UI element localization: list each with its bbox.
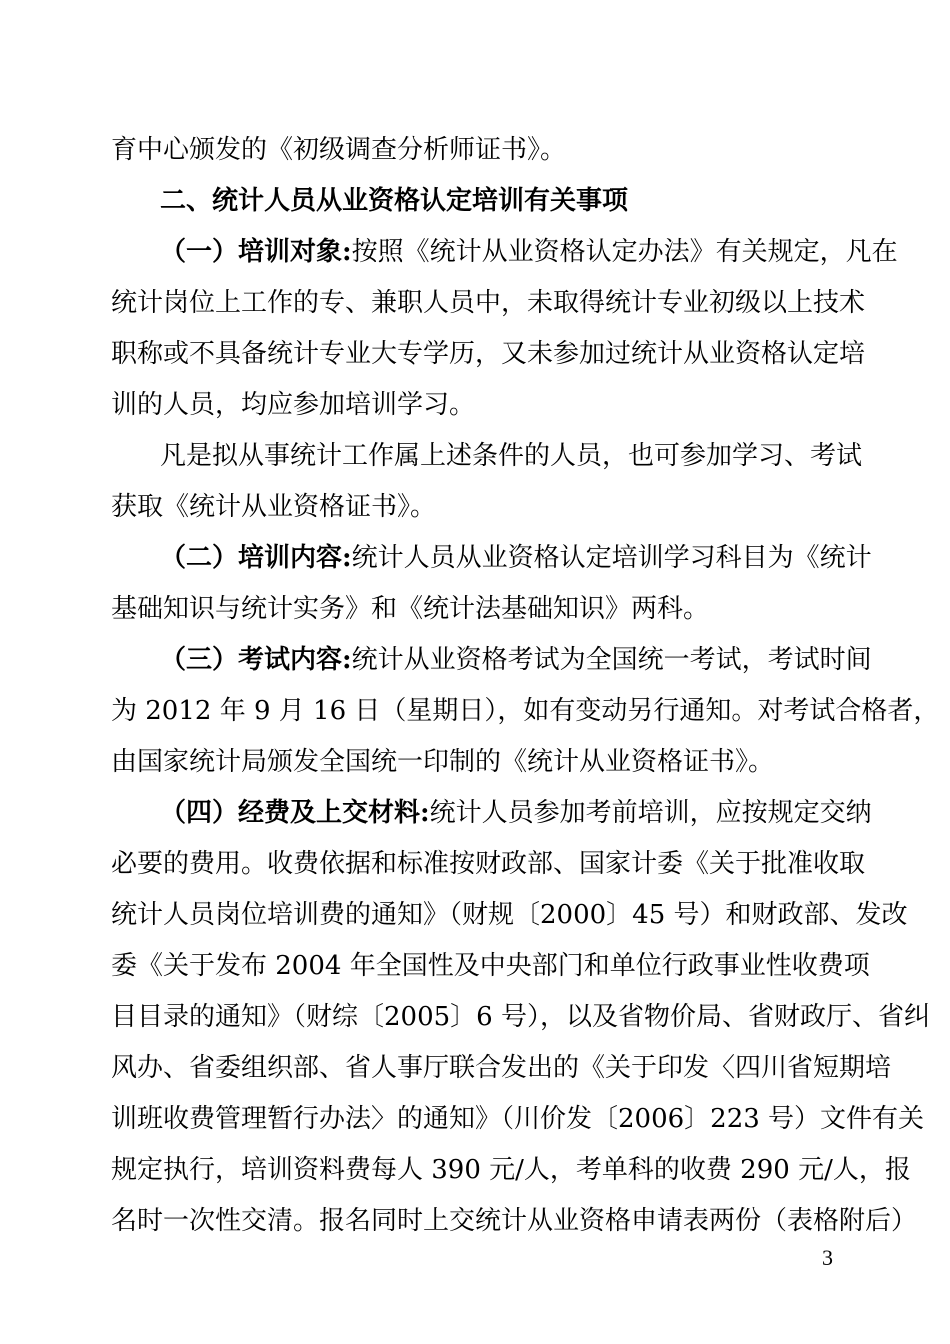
item-label: （三）考试内容: (160, 645, 352, 675)
line-text: 统计人员岗位培训费的通知》（财规〔2000〕45 号）和财政部、发改 (111, 900, 908, 930)
line-text: 统计人员从业资格认定培训学习科目为《统计 (351, 543, 872, 573)
body-line (0, 683, 950, 739)
body-line (0, 938, 950, 994)
paragraph-line (0, 428, 950, 484)
body-line (0, 887, 950, 943)
body-line (0, 1040, 950, 1096)
line-text: 凡是拟从事统计工作属上述条件的人员，也可参加学习、考试 (160, 441, 863, 471)
line-text: 必要的费用。收费依据和标准按财政部、国家计委《关于批准收取 (111, 849, 866, 879)
line-text: 职称或不具备统计专业大专学历，又未参加过统计从业资格认定培 (111, 339, 866, 369)
body-line (0, 275, 950, 331)
body-line (0, 734, 950, 790)
body-line (0, 581, 950, 637)
line-text: 统计从业资格考试为全国统一考试，考试时间 (351, 645, 872, 675)
body-line (0, 989, 950, 1045)
item-label: （二）培训内容: (160, 543, 352, 573)
line-text: 基础知识与统计实务》和《统计法基础知识》两科。 (111, 594, 710, 624)
body-line (0, 1091, 950, 1147)
body-line (0, 377, 950, 433)
body-line (0, 122, 950, 178)
line-text: 育中心颁发的《初级调查分析师证书》。 (111, 135, 567, 165)
item-line (0, 224, 950, 280)
line-text: 统计岗位上工作的专、兼职人员中，未取得统计专业初级以上技术 (111, 288, 866, 318)
line-text: 统计人员参加考前培训，应按规定交纳 (429, 798, 872, 828)
item-line (0, 632, 950, 688)
line-text: 训的人员，均应参加培训学习。 (111, 390, 476, 420)
body-line (0, 326, 950, 382)
body-line (0, 1193, 950, 1249)
line-text: 按照《统计从业资格认定办法》有关规定，凡在 (351, 237, 898, 267)
body-line (0, 1142, 950, 1198)
body-line (0, 836, 950, 892)
line-text: 名时一次性交清。报名同时上交统计从业资格申请表两份（表格附后） (111, 1206, 918, 1236)
item-line (0, 785, 950, 841)
line-text: 规定执行，培训资料费每人 390 元/人，考单科的收费 290 元/人，报 (111, 1155, 911, 1185)
section-heading (0, 173, 950, 229)
item-line (0, 530, 950, 586)
line-text: 由国家统计局颁发全国统一印制的《统计从业资格证书》。 (111, 747, 775, 777)
body-line (0, 479, 950, 535)
line-text: 为 2012 年 9 月 16 日（星期日），如有变动另行通知。对考试合格者， (111, 696, 940, 726)
heading-text: 二、统计人员从业资格认定培训有关事项 (160, 186, 629, 216)
line-text: 目目录的通知》（财综〔2005〕6 号），以及省物价局、省财政厅、省纠 (111, 1002, 930, 1032)
item-label: （四）经费及上交材料: (160, 798, 430, 828)
line-text: 训班收费管理暂行办法〉的通知》（川价发〔2006〕223 号）文件有关 (111, 1104, 925, 1134)
line-text: 获取《统计从业资格证书》。 (111, 492, 437, 522)
line-text: 风办、省委组织部、省人事厅联合发出的《关于印发〈四川省短期培 (111, 1053, 892, 1083)
line-text: 委《关于发布 2004 年全国性及中央部门和单位行政事业性收费项 (111, 951, 870, 981)
item-label: （一）培训对象: (160, 237, 352, 267)
page-number: 3 (822, 1245, 833, 1270)
